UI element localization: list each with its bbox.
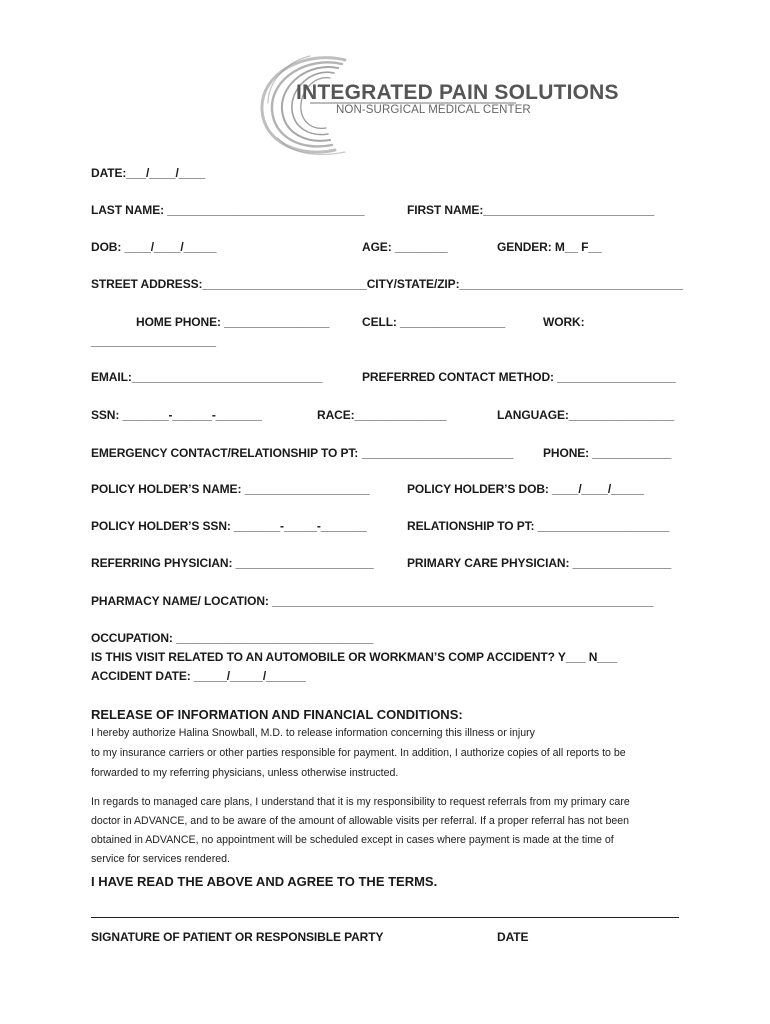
- race-field[interactable]: RACE:______________: [317, 408, 447, 422]
- pharmacy-field[interactable]: PHARMACY NAME/ LOCATION: __________________________________________________________: [91, 594, 654, 608]
- preferred-contact-field[interactable]: PREFERRED CONTACT METHOD: __________________: [362, 370, 676, 384]
- occupation-field[interactable]: OCCUPATION: ______________________________: [91, 631, 374, 645]
- phone-field[interactable]: PHONE: ____________: [543, 446, 672, 460]
- emergency-contact-label: EMERGENCY CONTACT/RELATIONSHIP TO PT:: [91, 446, 359, 460]
- managed-care-paragraph-line: service for services rendered.: [91, 853, 230, 865]
- email-field[interactable]: EMAIL:_____________________________: [91, 370, 323, 384]
- policy-holder-dob-field[interactable]: POLICY HOLDER’S DOB: ____/____/_____: [407, 482, 644, 496]
- signature-line[interactable]: [91, 917, 679, 918]
- logo-title: INTEGRATED PAIN SOLUTIONS: [296, 81, 619, 104]
- signature-date-label: DATE: [497, 930, 529, 944]
- policy-holder-ssn-field[interactable]: POLICY HOLDER’S SSN: _______-_____-_______: [91, 519, 367, 533]
- release-paragraph-line: to my insurance carriers or other parties responsible for payment. In addition, I authorize copies of all reports to be: [91, 747, 626, 759]
- managed-care-paragraph-line: obtained in ADVANCE, no appointment will be scheduled except in cases where payment is made at the time of: [91, 834, 614, 846]
- work-field[interactable]: ___________________: [91, 334, 216, 348]
- age-field[interactable]: AGE: ________: [362, 240, 448, 254]
- street-address-field[interactable]: STREET ADDRESS:_________________________CITY/STATE/ZIP:__________________________________: [91, 277, 683, 291]
- relationship-to-pt-field[interactable]: RELATIONSHIP TO PT: ____________________: [407, 519, 670, 533]
- signature-label: SIGNATURE OF PATIENT OR RESPONSIBLE PARTY: [91, 930, 384, 944]
- accident-question-field[interactable]: IS THIS VISIT RELATED TO AN AUTOMOBILE OR WORKMAN’S COMP ACCIDENT? Y___ N___: [91, 650, 618, 664]
- release-paragraph-line: I hereby authorize Halina Snowball, M.D. to release information concerning this illness or injury: [91, 727, 535, 739]
- emergency-contact-field[interactable]: _______________________: [362, 446, 514, 460]
- last-name-field[interactable]: LAST NAME: ______________________________: [91, 203, 365, 217]
- date-field[interactable]: DATE:___/____/____: [91, 166, 206, 180]
- policy-holder-name-field[interactable]: POLICY HOLDER’S NAME: ___________________: [91, 482, 370, 496]
- work-label: WORK:: [543, 315, 585, 329]
- ssn-field[interactable]: SSN: _______-______-_______: [91, 408, 262, 422]
- primary-care-physician-field[interactable]: PRIMARY CARE PHYSICIAN: _______________: [407, 556, 672, 570]
- logo-subtitle: NON-SURGICAL MEDICAL CENTER: [336, 104, 531, 116]
- referring-physician-field[interactable]: REFERRING PHYSICIAN: _____________________: [91, 556, 374, 570]
- accident-date-field[interactable]: ACCIDENT DATE: _____/_____/______: [91, 669, 306, 683]
- agree-statement: I HAVE READ THE ABOVE AND AGREE TO THE TERMS.: [91, 874, 438, 889]
- language-field[interactable]: LANGUAGE:________________: [497, 408, 674, 422]
- cell-field[interactable]: CELL: ________________: [362, 315, 506, 329]
- gender-field[interactable]: GENDER: M__ F__: [497, 240, 602, 254]
- dob-field[interactable]: DOB: ____/____/_____: [91, 240, 217, 254]
- first-name-field[interactable]: FIRST NAME:__________________________: [407, 203, 655, 217]
- home-phone-field[interactable]: HOME PHONE: ________________: [136, 315, 330, 329]
- managed-care-paragraph-line: doctor in ADVANCE, and to be aware of the amount of allowable visits per referral. If a proper referral has not been: [91, 815, 630, 827]
- release-paragraph-line: forwarded to my referring physicians, unless otherwise instructed.: [91, 767, 399, 779]
- managed-care-paragraph-line: In regards to managed care plans, I understand that it is my responsibility to request referrals from my primary care: [91, 796, 630, 808]
- release-heading: RELEASE OF INFORMATION AND FINANCIAL CONDITIONS:: [91, 707, 463, 722]
